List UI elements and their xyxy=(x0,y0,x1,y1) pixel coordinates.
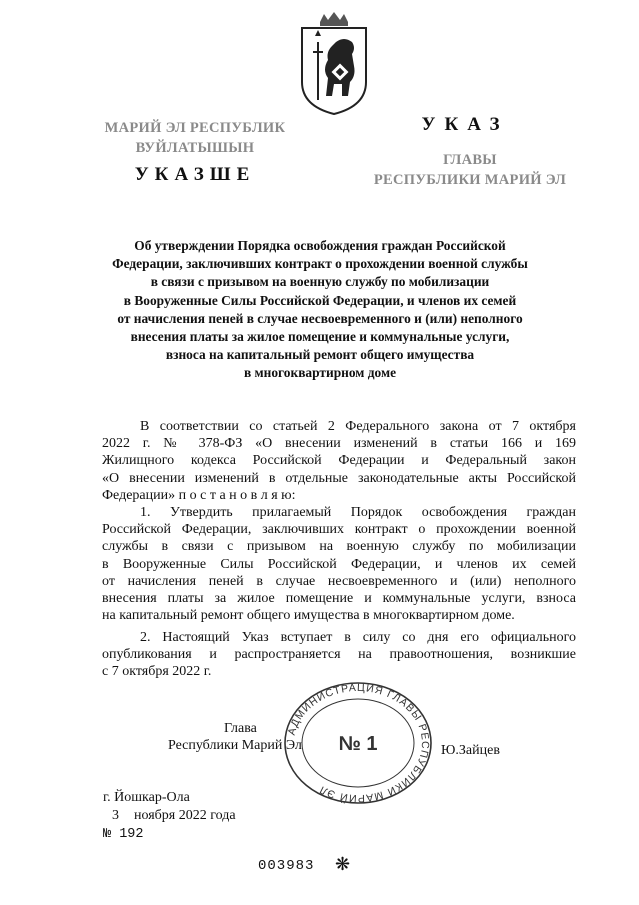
footer-date-day: 3 xyxy=(112,808,119,823)
header-left-line2: ВУЙЛАТЫШЫН xyxy=(135,140,255,156)
body-line: 2022 г. № 378-ФЗ «О внесении изменений в статьи 166 и 169 xyxy=(102,436,576,452)
body-line: 2. Настоящий Указ вступает в силу со дня его официального xyxy=(140,630,576,645)
footer-mark-icon: ❋ xyxy=(335,854,351,874)
title-line: от начисления пеней в случае несвоевременного и (или) неполного xyxy=(117,310,523,326)
header-right-line1: ГЛАВЫ xyxy=(443,152,497,168)
body-line: Федерации» п о с т а н о в л я ю: xyxy=(102,487,296,503)
body-line: от начисления пеней в случае несвоевременного и (или) неполного xyxy=(102,573,576,589)
body-line: Жилищного кодекса Российской Федерации и Федеральный закон xyxy=(102,453,576,469)
signature-title-line1: Глава xyxy=(224,721,257,736)
body-line: Российской Федерации, заключивших контракт о прохождении военной xyxy=(102,522,576,538)
title-line: в связи с призывом на военную службу по мобилизации xyxy=(150,274,490,290)
header-right-line2: РЕСПУБЛИКИ МАРИЙ ЭЛ xyxy=(373,172,567,188)
header-left-line1: МАРИЙ ЭЛ РЕСПУБЛИК xyxy=(104,120,286,136)
title-line: Федерации, заключивших контракт о прохождении военной службы xyxy=(112,256,528,272)
footer-date-rest: ноября 2022 года xyxy=(134,808,236,823)
body-line: «О внесении изменений в отдельные законодательные акты Российской xyxy=(102,470,576,486)
footer-city: г. Йошкар-Ола xyxy=(103,790,190,805)
body-line: с 7 октября 2022 г. xyxy=(102,664,212,680)
title-line: внесения платы за жилое помещение и коммунальные услуги, xyxy=(130,329,510,345)
body-line: на капитальный ремонт общего имущества в многоквартирном доме. xyxy=(102,608,515,624)
signature-name: Ю.Зайцев xyxy=(441,743,500,758)
header-right-title xyxy=(355,150,585,190)
official-stamp xyxy=(282,680,434,806)
title-line: в многоквартирном доме xyxy=(243,365,397,381)
body-line: 1. Утвердить прилагаемый Порядок освобождения граждан xyxy=(140,505,576,520)
footer-serial-number: 003983 xyxy=(258,858,315,874)
header-right-ukaz: УКАЗ xyxy=(421,114,509,135)
body-line: службы в связи с призывом на военную службу по мобилизации xyxy=(102,539,576,555)
title-line: взноса на капитальный ремонт общего имущества xyxy=(165,347,475,363)
body-paragraph-2 xyxy=(102,504,576,624)
body-paragraph-1 xyxy=(102,418,576,504)
body-line: В соответствии со статьей 2 Федерального закона от 7 октября xyxy=(140,419,576,434)
stamp-outer-text: АДМИНИСТРАЦИЯ ГЛАВЫ РЕСПУБЛИКИ МАРИЙ ЭЛ xyxy=(285,681,432,805)
footer-decree-number: № 192 xyxy=(103,827,144,842)
header-left-title xyxy=(90,118,300,158)
document-title xyxy=(60,237,580,383)
body-line: опубликования и распространяется на правоотношения, возникшие xyxy=(102,647,576,663)
body-paragraph-3 xyxy=(102,629,576,681)
title-line: Об утверждении Порядка освобождения граждан Российской xyxy=(134,238,506,253)
header-left-ukazshe: УКАЗШЕ xyxy=(134,164,256,185)
coat-of-arms-emblem xyxy=(298,12,370,116)
title-line: в Вооруженные Силы Российской Федерации, и членов их семей xyxy=(123,292,517,308)
body-line: в Вооруженные Силы Российской Федерации, и членов их семей xyxy=(102,556,576,572)
body-line: внесения платы за жилое помещение и коммунальные услуги, взноса xyxy=(102,591,576,607)
signature-title-line2: Республики Марий Эл xyxy=(168,738,302,753)
stamp-number: № 1 xyxy=(338,733,378,755)
